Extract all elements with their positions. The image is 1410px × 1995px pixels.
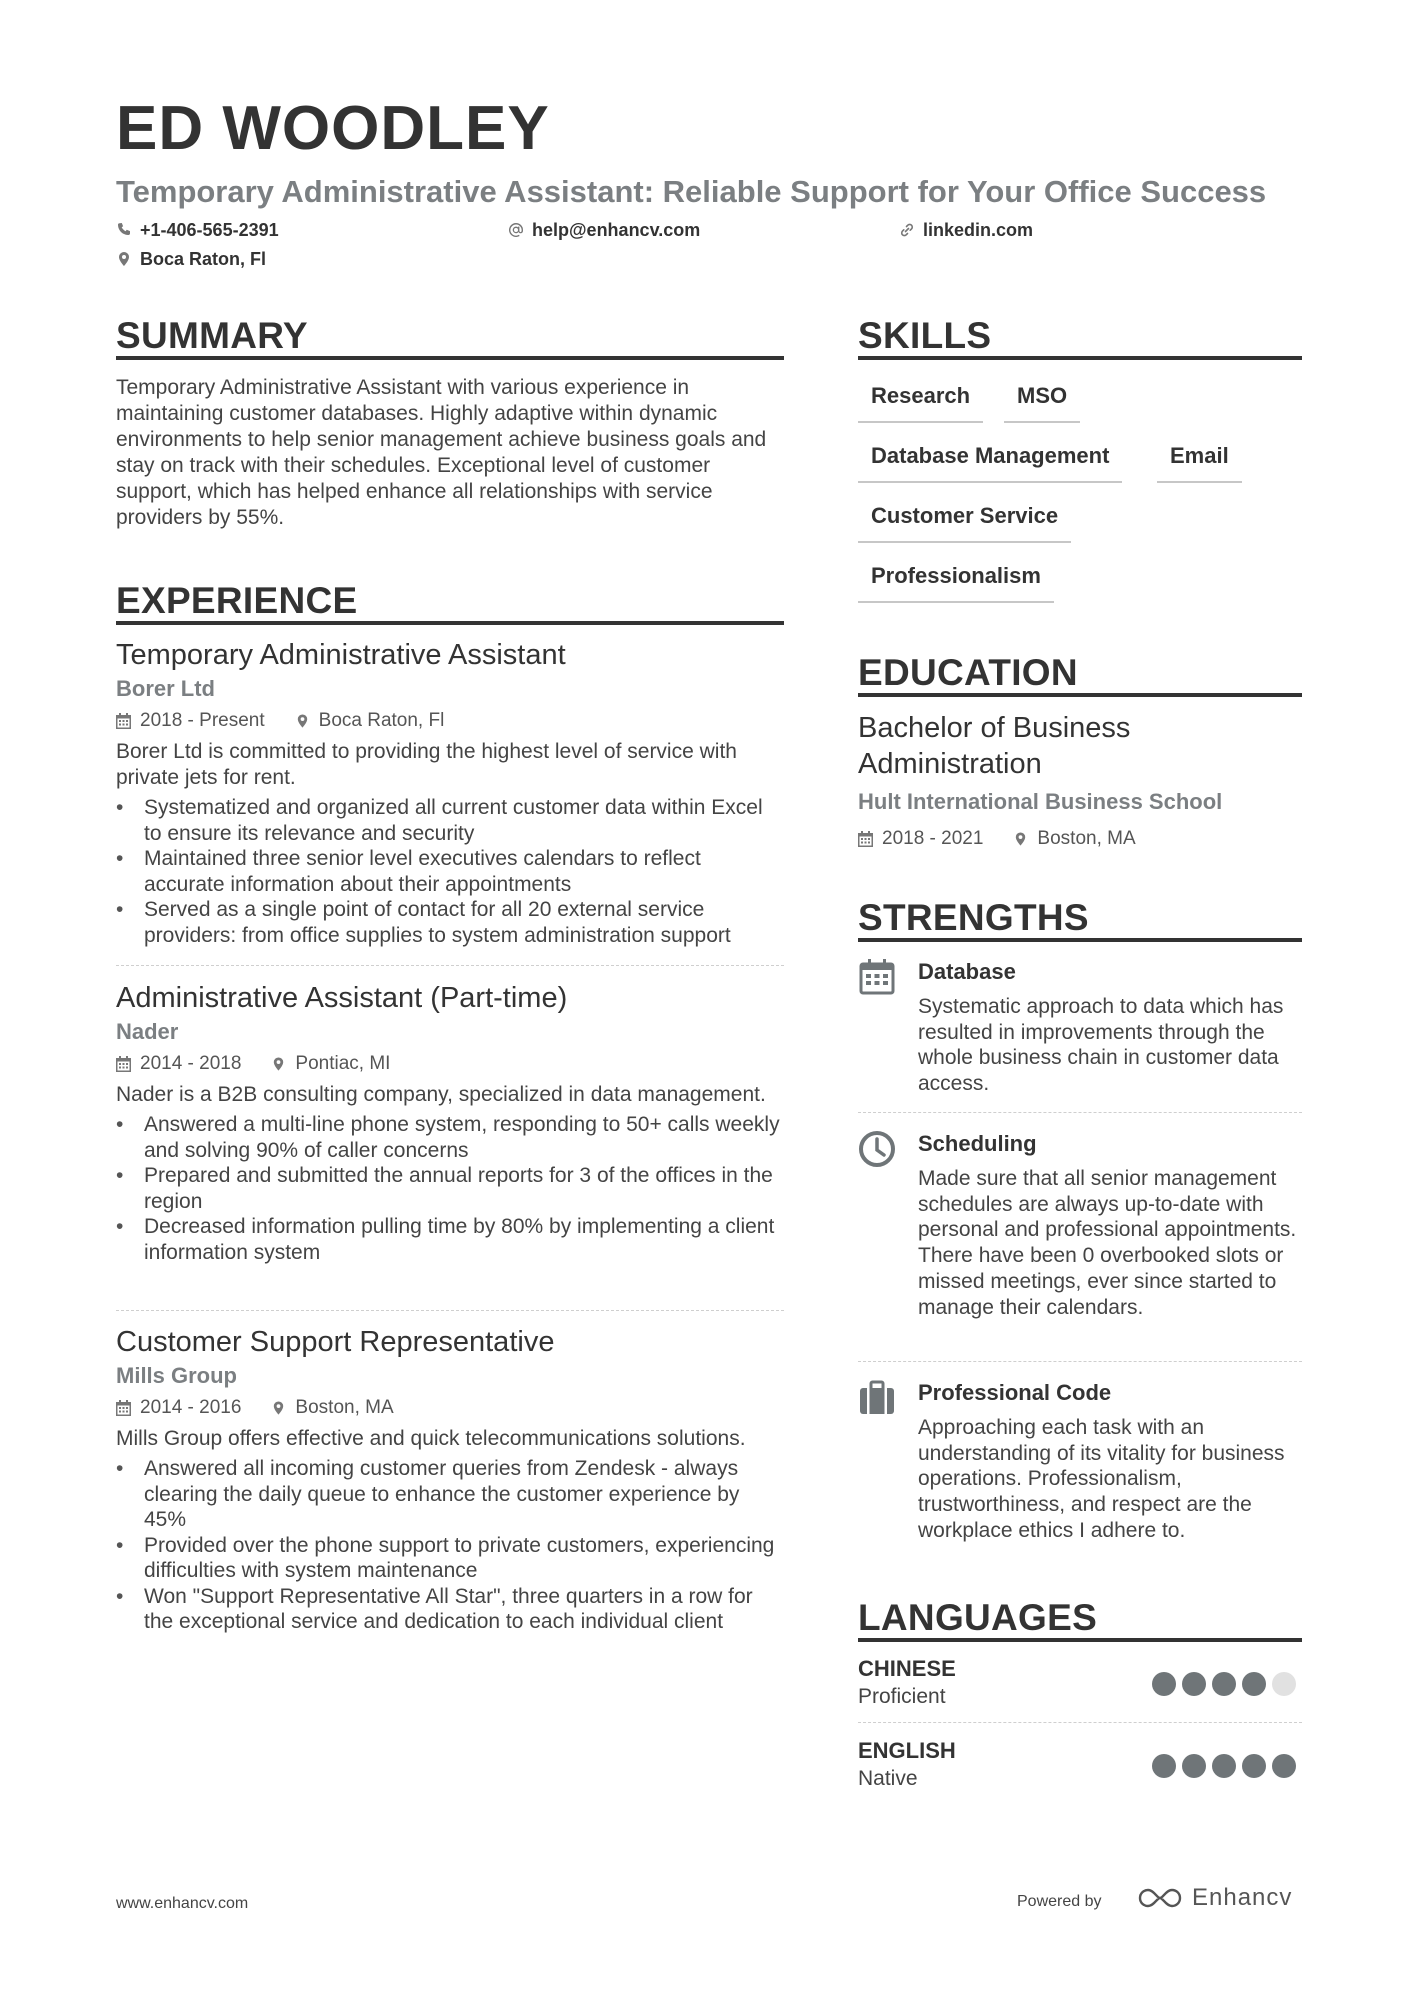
strength-item — [858, 958, 1302, 1097]
education-heading: EDUCATION — [858, 652, 1078, 693]
calendar-icon — [116, 713, 131, 729]
rating-dot-filled — [1212, 1672, 1236, 1696]
strength-title: Database — [918, 959, 1016, 984]
footer-logo[interactable] — [1136, 1885, 1292, 1911]
language-rating — [1152, 1754, 1296, 1778]
experience-heading: EXPERIENCE — [116, 580, 358, 621]
education-rule — [858, 693, 1302, 697]
languages-heading: LANGUAGES — [858, 1597, 1098, 1638]
summary-rule — [116, 356, 784, 360]
education-location: Boston, MA — [1037, 828, 1136, 849]
job-bullet: • Won "Support Representative All Star", three quarters in a row for the exceptional service and dedication to each individual client — [116, 1584, 784, 1635]
candidate-name: ED WOODLEY — [116, 94, 550, 163]
job-divider — [116, 1310, 784, 1311]
strengths-heading: STRENGTHS — [858, 897, 1089, 938]
rating-dot-filled — [1242, 1672, 1266, 1696]
linkedin-text: linkedin.com — [923, 220, 1034, 240]
skill-tag: Database Management — [858, 443, 1122, 483]
calendar-icon — [116, 1056, 131, 1072]
job-bullet: • Maintained three senior level executives calendars to reflect accurate information about their appointments — [116, 846, 784, 897]
enhancv-logo-icon — [1136, 1885, 1184, 1911]
job-company: Nader — [116, 1019, 179, 1044]
job-dates: 2014 - 2016 — [140, 1397, 242, 1418]
strength-divider — [858, 1112, 1302, 1113]
job-location: Boston, MA — [295, 1397, 394, 1418]
rating-dot-filled — [1182, 1754, 1206, 1778]
phone-text: +1-406-565-2391 — [140, 220, 279, 240]
education-degree: Bachelor of Business Administration — [858, 712, 1131, 780]
skill-tag: Customer Service — [858, 503, 1071, 543]
language-rating — [1152, 1672, 1296, 1696]
job-bullets — [116, 795, 784, 948]
job-meta — [116, 1052, 784, 1076]
job-title: Administrative Assistant (Part-time) — [116, 982, 568, 1014]
calendar-icon — [858, 958, 896, 996]
job-bullets — [116, 1456, 784, 1635]
strength-title: Professional Code — [918, 1380, 1112, 1405]
location-text: Boca Raton, Fl — [140, 249, 267, 269]
job-bullet: • Provided over the phone support to private customers, experiencing difficulties with system maintenance — [116, 1533, 784, 1584]
strength-description: Systematic approach to data which has resulted in improvements through the whole business chain in customer data access. — [918, 995, 1284, 1096]
rating-dot-filled — [1272, 1754, 1296, 1778]
location-pin-icon — [271, 1056, 286, 1072]
location-pin-icon — [1013, 831, 1028, 847]
summary-text: Temporary Administrative Assistant with various experience in maintaining customer databases. Highly adaptive within dynamic environments to help senior management achieve business goals and stay on track with their schedules. Exceptional level of customer support, which has helped enhance all relationships with service providers by 55%. — [116, 376, 767, 529]
briefcase-icon — [858, 1379, 896, 1417]
job-location: Boca Raton, Fl — [318, 710, 445, 731]
skills-heading: SKILLS — [858, 315, 992, 356]
job-title: Customer Support Representative — [116, 1326, 555, 1358]
language-name: ENGLISH — [858, 1738, 956, 1763]
at-icon — [508, 222, 524, 238]
language-level: Proficient — [858, 1685, 946, 1708]
job-dates: 2014 - 2018 — [140, 1053, 242, 1074]
footer-powered-by: Powered by — [1017, 1893, 1102, 1910]
location-pin-icon — [116, 251, 132, 267]
job-bullet: • Served as a single point of contact for all 20 external service providers: from office supplies to system administration support — [116, 897, 784, 948]
location-pin-icon — [271, 1400, 286, 1416]
job-company: Borer Ltd — [116, 676, 215, 701]
job-entry — [116, 980, 784, 1265]
contact-email[interactable] — [508, 221, 700, 239]
skill-tag: Email — [1157, 443, 1242, 483]
job-divider — [116, 965, 784, 966]
job-entry — [116, 637, 784, 948]
job-description: Nader is a B2B consulting company, specialized in data management. — [116, 1083, 766, 1106]
contact-location — [116, 250, 266, 268]
job-bullet: • Prepared and submitted the annual reports for 3 of the offices in the region — [116, 1163, 784, 1214]
rating-dot-filled — [1242, 1754, 1266, 1778]
contact-phone[interactable] — [116, 221, 279, 239]
languages-rule — [858, 1638, 1302, 1642]
calendar-icon — [858, 831, 873, 847]
job-dates: 2018 - Present — [140, 710, 265, 731]
job-bullet: • Decreased information pulling time by 80% by implementing a client information system — [116, 1214, 784, 1265]
strength-description: Made sure that all senior management schedules are always up-to-date with personal and professional appointments. There have been 0 overbooked slots or missed meetings, ever since started to manage their calendars. — [918, 1167, 1297, 1319]
strength-divider — [858, 1361, 1302, 1362]
calendar-icon — [116, 1400, 131, 1416]
link-icon — [899, 222, 915, 238]
job-title: Temporary Administrative Assistant — [116, 639, 566, 671]
email-text: help@enhancv.com — [532, 220, 701, 240]
job-description: Mills Group offers effective and quick telecommunications solutions. — [116, 1427, 746, 1450]
education-school: Hult International Business School — [858, 789, 1223, 814]
location-pin-icon — [295, 713, 310, 729]
skill-tag: Research — [858, 383, 983, 423]
skill-tag: MSO — [1004, 383, 1080, 423]
job-location: Pontiac, MI — [295, 1053, 391, 1074]
education-dates: 2018 - 2021 — [882, 828, 984, 849]
language-divider — [858, 1722, 1302, 1723]
education-meta — [858, 827, 1136, 851]
job-entry — [116, 1324, 784, 1635]
rating-dot-filled — [1152, 1754, 1176, 1778]
rating-dot-filled — [1212, 1754, 1236, 1778]
clock-icon — [858, 1130, 896, 1168]
summary-heading: SUMMARY — [116, 315, 308, 356]
rating-dot-empty — [1272, 1672, 1296, 1696]
phone-icon — [116, 222, 132, 238]
strength-description: Approaching each task with an understanding of its vitality for business operations. Professionalism, trustworthiness, and respect are the workplace ethics I adhere to. — [918, 1416, 1285, 1542]
rating-dot-filled — [1182, 1672, 1206, 1696]
skill-tag: Professionalism — [858, 563, 1054, 603]
rating-dot-filled — [1152, 1672, 1176, 1696]
skills-rule — [858, 356, 1302, 360]
strengths-rule — [858, 938, 1302, 942]
strength-item — [858, 1379, 1302, 1544]
job-bullet: • Systematized and organized all current customer data within Excel to ensure its relevance and security — [116, 795, 784, 846]
strength-item — [858, 1130, 1302, 1320]
job-bullets — [116, 1112, 784, 1265]
job-meta — [116, 1396, 784, 1420]
footer-brand: Enhancv — [1192, 1884, 1293, 1911]
language-level: Native — [858, 1767, 918, 1790]
contact-linkedin[interactable] — [899, 221, 1033, 239]
language-name: CHINESE — [858, 1656, 956, 1681]
footer-website[interactable]: www.enhancv.com — [116, 1895, 249, 1912]
job-company: Mills Group — [116, 1363, 237, 1388]
job-meta — [116, 709, 784, 733]
job-description: Borer Ltd is committed to providing the highest level of service with private jets for rent. — [116, 740, 737, 789]
candidate-tagline: Temporary Administrative Assistant: Reliable Support for Your Office Success — [116, 174, 1267, 209]
strength-title: Scheduling — [918, 1131, 1037, 1156]
job-bullet: • Answered a multi-line phone system, responding to 50+ calls weekly and solving 90% of caller concerns — [116, 1112, 784, 1163]
experience-rule — [116, 621, 784, 625]
job-bullet: • Answered all incoming customer queries from Zendesk - always clearing the daily queue to enhance the customer experience by 45% — [116, 1456, 784, 1533]
